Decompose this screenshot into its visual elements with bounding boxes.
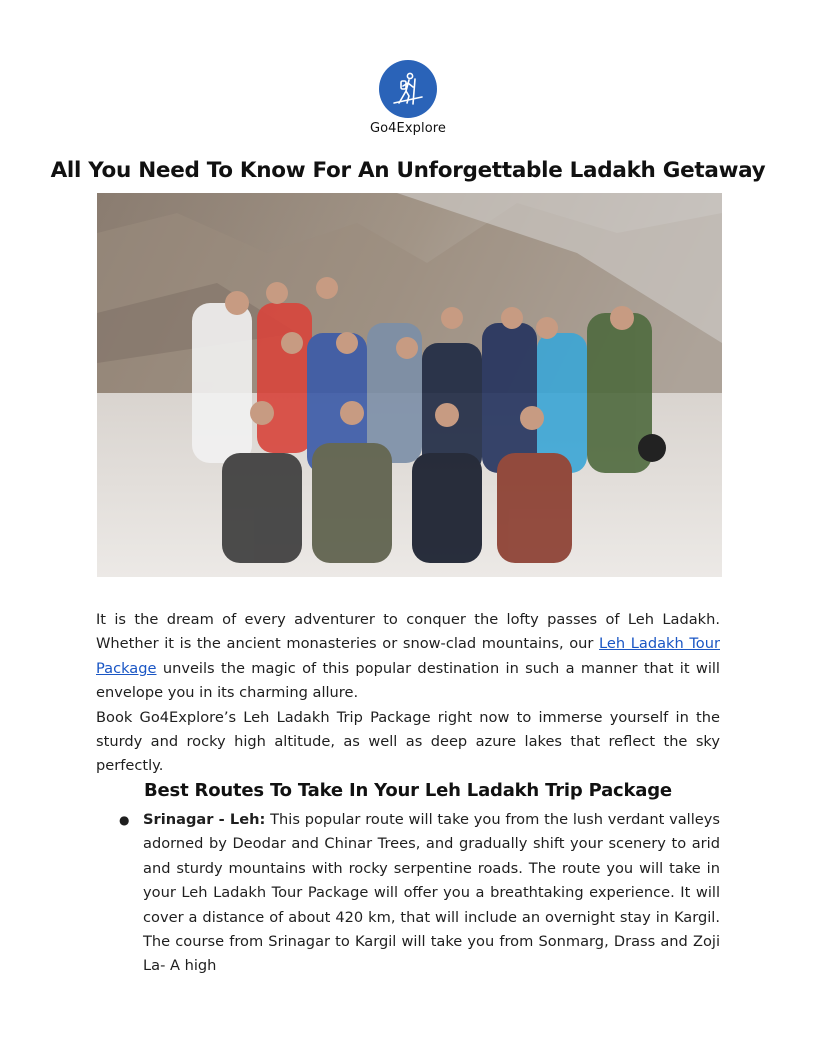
brand-logo — [0, 60, 816, 136]
list-item — [119, 808, 720, 979]
intro-paragraph — [96, 608, 720, 706]
route-label: Srinagar - Leh: — [143, 811, 266, 828]
intro-text — [96, 608, 720, 779]
group-photo-illustration — [97, 193, 722, 577]
booking-paragraph: Book Go4Explore’s Leh Ladakh Trip Package right now to immerse yourself in the sturdy and rocky high altitude, as well as deep azure lakes that reflect the sky perfectly. — [96, 708, 720, 775]
hiker-logo-icon — [379, 60, 437, 118]
intro-text-part: It is the dream of every adventurer to conquer the lofty passes of Leh Ladakh. Whether it is the ancient monasteries or snow-clad mountains, our — [96, 611, 720, 653]
page-title: All You Need To Know For An Unforgettable Ladakh Getaway — [50, 158, 766, 183]
routes-list — [119, 808, 720, 979]
leh-ladakh-tour-package-link[interactable]: Leh Ladakh Tour Package — [96, 635, 720, 677]
route-description: This popular route will take you from the lush verdant valleys adorned by Deodar and Chinar Trees, and gradually shift your scenery to arid and sturdy mountains with rocky serpentine roads. The route you will take in your Leh Ladakh Tour Package will offer you a breathtaking experience. It will cover a distance of about 420 km, that will include an overnight stay in Kargil. The course from Srinagar to Kargil will take you from Sonmarg, Drass and Zoji La- A high — [143, 811, 720, 975]
section-heading: Best Routes To Take In Your Leh Ladakh Trip Package — [144, 780, 672, 801]
group-photo — [97, 193, 722, 577]
intro-text-part: unveils the magic of this popular destination in such a manner that it will envelope you in its charming allure. — [96, 659, 720, 702]
brand-name: Go4Explore — [369, 121, 447, 136]
bullet-icon: ● — [119, 813, 130, 827]
